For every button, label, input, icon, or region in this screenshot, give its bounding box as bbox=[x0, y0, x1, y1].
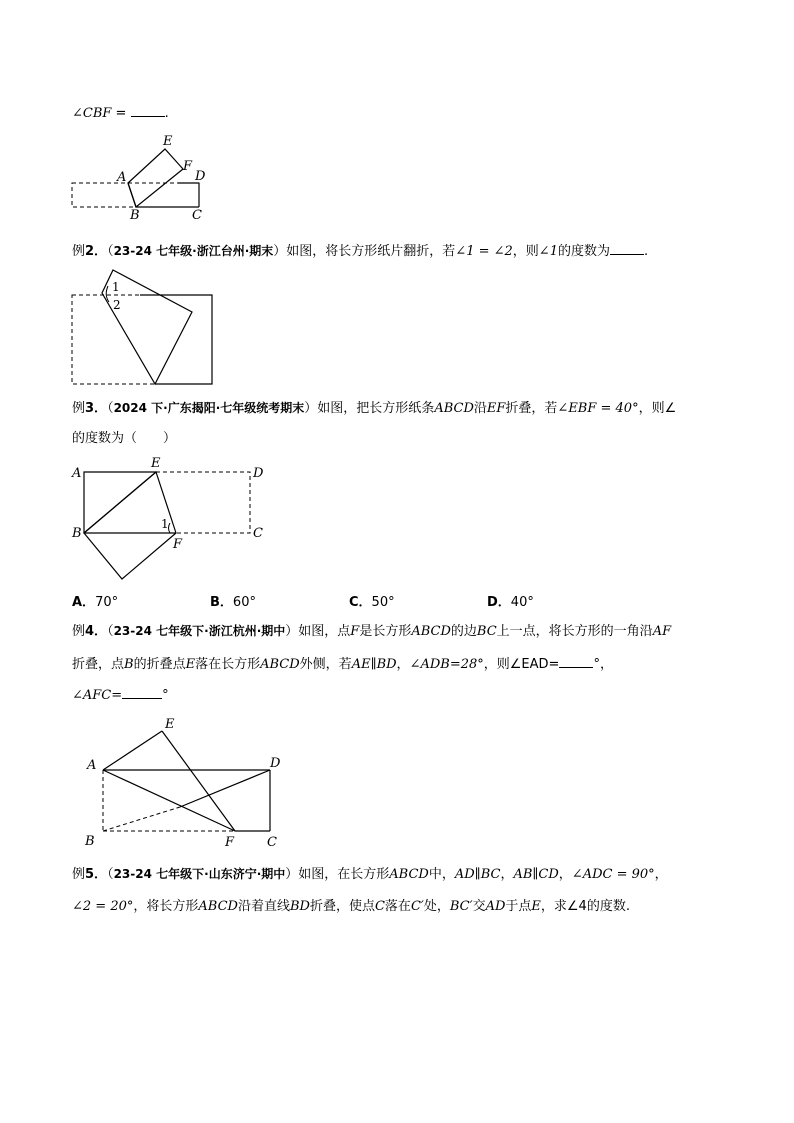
fig4-label-a: A bbox=[87, 758, 97, 773]
ex5-line2-g: 交 bbox=[472, 899, 486, 914]
ex5-abcd-2: ABCD bbox=[198, 899, 238, 914]
ex2-body-2: ，则 bbox=[512, 244, 539, 259]
ex2-ask: ∠1 bbox=[538, 244, 558, 259]
ex2-paren-open: （ bbox=[107, 244, 114, 259]
ex3-paren-close: ） bbox=[304, 401, 318, 416]
ex5-line2-e: 落在 bbox=[384, 899, 411, 914]
fig4-label-f: F bbox=[225, 835, 235, 850]
ex5-line1-a: 如图，在长方形 bbox=[298, 867, 390, 882]
ex4-line2-f: ， bbox=[599, 657, 613, 672]
ex2-source: 23-24 七年级·浙江台州·期末 bbox=[113, 244, 274, 258]
ex4-number: 4． bbox=[85, 624, 108, 639]
ex4-line2-a: 折叠，点 bbox=[72, 657, 125, 672]
fig1-label-b: B bbox=[130, 208, 140, 223]
ex5-paren-close: ） bbox=[285, 867, 299, 882]
ex5-line2-a: ∠2 = 20° bbox=[72, 899, 134, 914]
ex3-prefix: 例 bbox=[72, 401, 86, 416]
fig4-ef-line bbox=[162, 731, 235, 831]
ex3-body-3: 折叠，若 bbox=[505, 401, 558, 416]
fig4-af-line bbox=[103, 770, 235, 831]
ex3-condition: ∠EBF = 40° bbox=[557, 401, 639, 416]
ex4-line2-c: 落在长方形 bbox=[195, 657, 261, 672]
ex3-line2: 的度数为（ ） bbox=[72, 431, 177, 446]
ex4-line2-e: ，则∠EAD= bbox=[483, 657, 560, 672]
ex2-condition: ∠1 = ∠2 bbox=[455, 244, 513, 259]
ex5-ad: AD bbox=[485, 899, 506, 914]
fig3-label-1: 1 bbox=[161, 517, 169, 531]
ex5-line2-d: 折叠，使点 bbox=[309, 899, 375, 914]
ex5-line2-i: ，求∠4的度数. bbox=[540, 899, 630, 914]
ex5-sep-1: ， bbox=[500, 867, 514, 882]
ex5-abcd: ABCD bbox=[389, 867, 429, 882]
ex5-paren-open: （ bbox=[107, 867, 114, 882]
fig2-label-1: 1 bbox=[112, 280, 120, 294]
fig3-label-d: D bbox=[253, 466, 264, 481]
ex5-line2-h: 于点 bbox=[505, 899, 532, 914]
ex4-abcd-2: ABCD bbox=[260, 657, 300, 672]
ex5-c-prime: C′ bbox=[410, 899, 424, 914]
option-a-value: 70° bbox=[95, 595, 119, 610]
ex4-abcd: ABCD bbox=[411, 624, 451, 639]
ex4-paren-open: （ bbox=[107, 624, 114, 639]
ex4-line2-b: 的折叠点 bbox=[133, 657, 186, 672]
fig2-label-2: 2 bbox=[113, 298, 121, 312]
option-d-value: 40° bbox=[510, 595, 534, 610]
period: . bbox=[164, 106, 169, 121]
ex5-cond-3: ∠ADC = 90° bbox=[571, 867, 655, 882]
ex5-number: 5． bbox=[85, 867, 108, 882]
option-b-value: 60° bbox=[232, 595, 256, 610]
fig1-label-f: F bbox=[183, 159, 193, 174]
ex4-e: E bbox=[185, 657, 196, 672]
example-5-line1 bbox=[72, 866, 668, 883]
ex4-degree-1: ° bbox=[593, 657, 600, 672]
ex4-cond-1: AE∥BD bbox=[351, 657, 397, 672]
ex2-number: 2． bbox=[85, 244, 108, 259]
ex5-c: C bbox=[374, 899, 385, 914]
ex3-body-4: ，则∠ bbox=[638, 401, 677, 416]
option-c-letter: C． bbox=[349, 595, 372, 610]
ex3-paren-open: （ bbox=[107, 401, 114, 416]
ex4-line3-a: ∠AFC= bbox=[72, 688, 123, 703]
ex4-line1-b: 是长方形 bbox=[359, 624, 412, 639]
ex4-f: F bbox=[350, 624, 360, 639]
ex4-comma: ， bbox=[396, 657, 410, 672]
fig1-label-a: A bbox=[117, 170, 127, 185]
ex5-line1-b: 中， bbox=[428, 867, 455, 882]
ex5-e: E bbox=[531, 899, 541, 914]
ex3-ef: EF bbox=[486, 401, 506, 416]
fig4-label-c: C bbox=[267, 835, 277, 850]
option-b-letter: B． bbox=[210, 595, 233, 610]
option-c-value: 50° bbox=[371, 595, 395, 610]
ex2-end: . bbox=[643, 244, 649, 259]
ex5-line2-c: 沿着直线 bbox=[237, 899, 290, 914]
ex4-line2-d: 外侧，若 bbox=[299, 657, 352, 672]
ex4-line1-a: 如图，点 bbox=[298, 624, 351, 639]
ex5-bc-prime: BC′ bbox=[449, 899, 473, 914]
ex4-b: B bbox=[124, 657, 134, 672]
fig4-label-d: D bbox=[270, 756, 281, 771]
ex5-line2-f: 处， bbox=[423, 899, 450, 914]
ex5-prefix: 例 bbox=[72, 867, 86, 882]
fig4-bd-solid bbox=[180, 770, 270, 807]
ex5-line2-b: ，将长方形 bbox=[133, 899, 199, 914]
fig1-label-c: C bbox=[192, 208, 202, 223]
fig4-bd-dashed bbox=[103, 807, 180, 831]
ex4-prefix: 例 bbox=[72, 624, 86, 639]
ex4-cond-2: ∠ADB=28° bbox=[409, 657, 484, 672]
ex3-source: 2024 下·广东揭阳·七年级统考期末 bbox=[113, 401, 305, 415]
ex4-line1-c: 的边 bbox=[450, 624, 477, 639]
ex5-bd: BD bbox=[289, 899, 310, 914]
angle-cbf: ∠CBF bbox=[72, 106, 112, 121]
ex4-degree-2: ° bbox=[162, 688, 169, 703]
ex3-body-1: 如图，把长方形纸条 bbox=[317, 401, 435, 416]
ex2-prefix: 例 bbox=[72, 244, 86, 259]
ex5-sep-2: ， bbox=[558, 867, 572, 882]
ex3-number: 3． bbox=[85, 401, 108, 416]
fig3-label-a: A bbox=[72, 466, 82, 481]
equals-sign: = bbox=[111, 106, 131, 121]
fig1-label-d: D bbox=[195, 169, 206, 184]
ex5-source: 23-24 七年级下·山东济宁·期中 bbox=[113, 867, 286, 881]
fig3-label-f: F bbox=[173, 537, 183, 552]
ex5-line1-end: ， bbox=[654, 867, 668, 882]
ex4-paren-close: ） bbox=[285, 624, 299, 639]
ex4-bc: BC bbox=[476, 624, 497, 639]
ex3-abcd: ABCD bbox=[434, 401, 474, 416]
option-d-letter: D． bbox=[487, 595, 511, 610]
ex5-cond-2: AB∥CD bbox=[513, 867, 559, 882]
ex4-af: AF bbox=[652, 624, 672, 639]
fig1-label-e: E bbox=[163, 134, 173, 149]
ex2-paren-close: ） bbox=[273, 244, 287, 259]
example-5-line2 bbox=[72, 899, 630, 915]
ex5-cond-1: AD∥BC bbox=[454, 867, 501, 882]
fig3-label-c: C bbox=[253, 526, 263, 541]
ex2-body-3: 的度数为 bbox=[557, 244, 610, 259]
fig4-label-e: E bbox=[165, 717, 175, 732]
fig3-label-b: B bbox=[72, 526, 82, 541]
ex4-line1-d: 上一点，将长方形的一角沿 bbox=[496, 624, 653, 639]
fig4-ae-line bbox=[103, 731, 162, 770]
ex4-source: 23-24 七年级下·浙江杭州·期中 bbox=[113, 624, 286, 638]
ex3-body-2: 沿 bbox=[473, 401, 487, 416]
fig4-label-b: B bbox=[85, 834, 95, 849]
fig3-label-e: E bbox=[151, 456, 161, 471]
option-a-letter: A． bbox=[72, 595, 96, 610]
ex2-body-1: 如图，将长方形纸片翻折，若 bbox=[286, 244, 456, 259]
